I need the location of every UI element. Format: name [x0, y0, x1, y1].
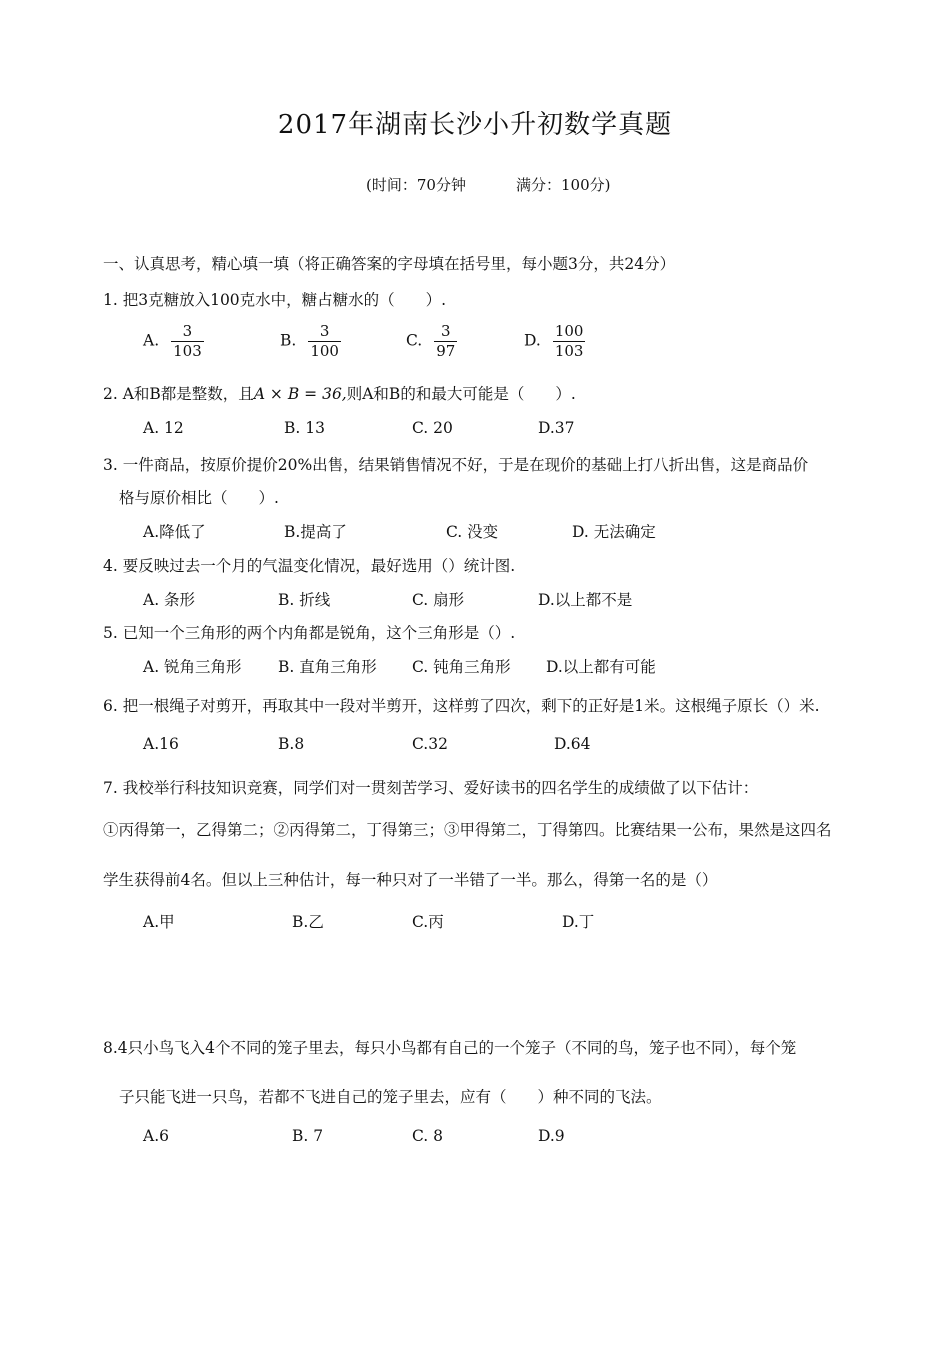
q2-option-d: D.37	[538, 419, 575, 437]
question-7-line-1: 7. 我校举行科技知识竞赛，同学们对一贯刻苦学习、爱好读书的四名学生的成绩做了以下估计：	[103, 779, 759, 797]
page-title: 2017年湖南长沙小升初数学真题	[277, 110, 673, 140]
fraction: $\frac{3}{103}$	[173, 322, 202, 360]
q5-option-d: D.以上都有可能	[546, 658, 656, 676]
q1-option-c	[406, 322, 457, 361]
question-1: 1. 把3克糖放入100克水中，糖占糖水的（ ）.	[103, 291, 447, 309]
q4-option-a: A. 条形	[143, 591, 196, 609]
fraction: $\frac{3}{97}$	[436, 322, 456, 360]
fraction: $\frac{100}{103}$	[554, 322, 584, 360]
q2-option-c: C. 20	[412, 419, 453, 437]
q3-option-c: C. 没变	[446, 523, 499, 541]
question-7-line-2: ①丙得第一，乙得第二；②丙得第二，丁得第三；③甲得第二，丁得第四。比赛结果一公布，果然是这四名	[103, 821, 832, 839]
q3-option-b: B.提高了	[284, 523, 347, 541]
q6-option-a: A.16	[143, 735, 179, 753]
question-5: 5. 已知一个三角形的两个内角都是锐角，这个三角形是（）.	[103, 624, 516, 642]
q2-option-b: B. 13	[284, 419, 325, 437]
question-3-line-1: 3. 一件商品，按原价提价20%出售，结果销售情况不好，于是在现价的基础上打八折出售，这是商品价	[103, 456, 809, 474]
q7-option-b: B.乙	[292, 913, 324, 931]
q5-option-a: A. 锐角三角形	[143, 658, 242, 676]
section-heading: 一、认真思考，精心填一填（将正确答案的字母填在括号里，每小题3分，共24分）	[103, 255, 676, 273]
q7-option-a: A.甲	[143, 913, 175, 931]
exam-score: 满分：100分)	[516, 176, 611, 194]
option-label: B.	[280, 331, 297, 350]
q4-option-b: B. 折线	[278, 591, 331, 609]
q8-option-a: A.6	[143, 1127, 169, 1145]
q8-option-d: D.9	[538, 1127, 565, 1145]
q6-option-d: D.64	[554, 735, 591, 753]
formula: A × B = 36,	[253, 385, 347, 403]
question-8-line-1: 8.4只小鸟飞入4个不同的笼子里去，每只小鸟都有自己的一个笼子（不同的鸟，笼子也不同），每个笼	[103, 1039, 797, 1057]
q7-option-d: D.丁	[562, 913, 595, 931]
q8-option-c: C. 8	[412, 1127, 444, 1145]
question-7-line-3: 学生获得前4名。但以上三种估计，每一种只对了一半错了一半。那么，得第一名的是（）	[103, 871, 718, 889]
q5-option-c: C. 钝角三角形	[412, 658, 511, 676]
option-label: D.	[524, 331, 541, 350]
option-label: A.	[143, 331, 160, 350]
fraction: $\frac{3}{100}$	[310, 322, 339, 360]
question-6: 6. 把一根绳子对剪开，再取其中一段对半剪开，这样剪了四次，剩下的正好是1米。这根绳子原长（）米.	[103, 697, 820, 715]
q3-option-d: D. 无法确定	[572, 523, 656, 541]
q3-option-a: A.降低了	[143, 523, 206, 541]
question-8-line-2: 子只能飞进一只鸟，若都不飞进自己的笼子里去，应有（ ）种不同的飞法。	[119, 1088, 662, 1106]
q2-option-a: A. 12	[143, 419, 184, 437]
question-2: 2. A和B都是整数，且A × B = 36,则A和B的和最大可能是（ ）.	[103, 385, 576, 403]
q8-option-b: B. 7	[292, 1127, 324, 1145]
q1-option-b	[280, 322, 341, 361]
q4-option-c: C. 扇形	[412, 591, 465, 609]
option-label: C.	[406, 331, 423, 350]
q1-option-a	[143, 322, 204, 361]
q1-option-d	[524, 322, 585, 361]
q4-option-d: D.以上都不是	[538, 591, 633, 609]
question-3-line-2: 格与原价相比（ ）.	[119, 489, 279, 507]
q6-option-c: C.32	[412, 735, 448, 753]
exam-time: (时间：70分钟	[366, 176, 466, 194]
question-4: 4. 要反映过去一个月的气温变化情况，最好选用（）统计图.	[103, 557, 516, 575]
q6-option-b: B.8	[278, 735, 305, 753]
q5-option-b: B. 直角三角形	[278, 658, 377, 676]
q7-option-c: C.丙	[412, 913, 444, 931]
